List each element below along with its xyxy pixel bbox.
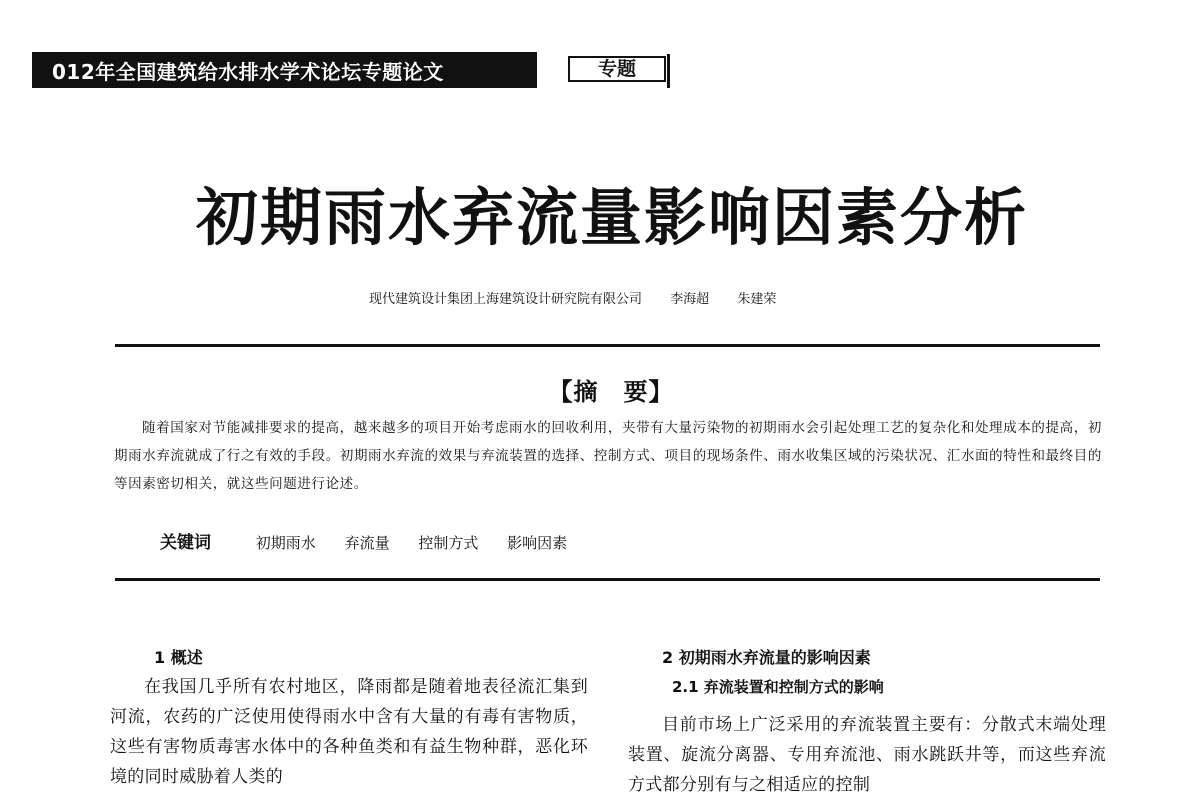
journal-series-title: 012年全国建筑给水排水学术论坛专题论文 (52, 60, 444, 84)
paper-title: 初期雨水弃流量影响因素分析 (195, 181, 1028, 254)
keyword: 弃流量 (344, 534, 390, 552)
column-left (110, 644, 588, 792)
section-tag: 专题 (568, 56, 666, 82)
journal-header (32, 52, 644, 88)
affiliation-line (369, 288, 800, 307)
section-heading: 1 概述 (154, 648, 203, 667)
keyword: 影响因素 (507, 534, 568, 552)
section-heading: 2 初期雨水弃流量的影响因素 (662, 648, 871, 667)
keywords-line (160, 528, 591, 553)
author-name: 朱建荣 (737, 292, 777, 307)
divider-bottom (115, 578, 1100, 581)
author-name: 李海超 (670, 292, 710, 307)
section-paragraph: 目前市场上广泛采用的弃流装置主要有：分散式末端处理装置、旋流分离器、专用弃流池、雨水跳跃井等，而这些弃流方式都分别有与之相适应的控制 (628, 715, 1106, 795)
keywords-label: 关键词 (160, 533, 211, 553)
subsection-heading: 2.1 弃流装置和控制方式的影响 (672, 678, 884, 696)
keyword: 控制方式 (418, 534, 479, 552)
affiliation-org: 现代建筑设计集团上海建筑设计研究院有限公司 (369, 292, 643, 307)
abstract-body: 随着国家对节能减排要求的提高，越来越多的项目开始考虑雨水的回收利用，夹带有大量污染物的初期雨水会引起处理工艺的复杂化和处理成本的提高，初期雨水弃流就成了行之有效的手段。初期雨水弃流的效果与弃流装置的选择、控制方式、项目的现场条件、雨水收集区域的污染状况、汇水面的特性和最终目的等因素密切相关，就这些问题进行论述。 (114, 420, 1102, 492)
divider-top (115, 344, 1100, 347)
abstract-heading: 【摘 要】 (548, 377, 674, 406)
keyword: 初期雨水 (255, 534, 316, 552)
column-right (628, 644, 1106, 800)
section-paragraph: 在我国几乎所有农村地区，降雨都是随着地表径流汇集到河流，农药的广泛使用使得雨水中含有大量的有毒有害物质，这些有害物质毒害水体中的各种鱼类和有益生物种群，恶化环境的同时威胁着人类的 (110, 677, 588, 787)
